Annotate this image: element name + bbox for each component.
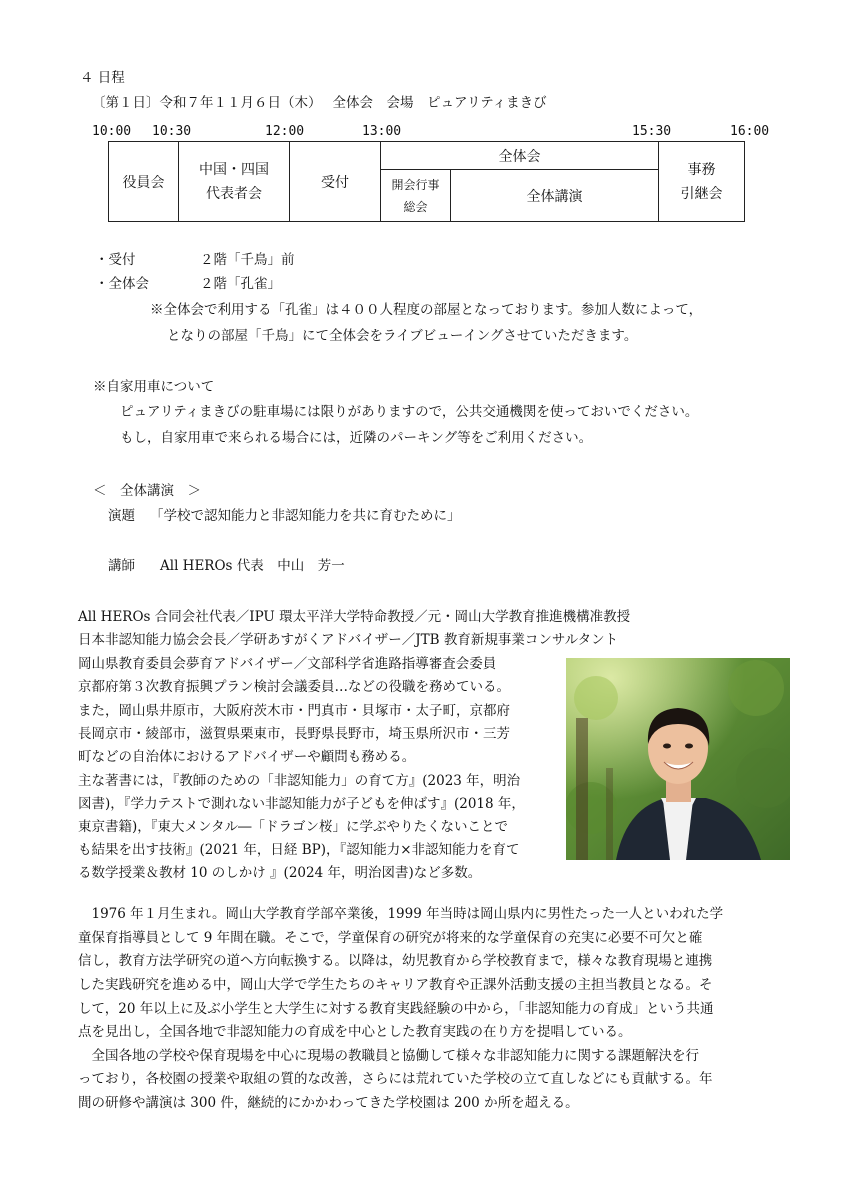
time-label: 16:00 xyxy=(730,124,770,139)
schedule-cell-board: 役員会 xyxy=(109,142,179,222)
time-label: 13:00 xyxy=(362,124,402,139)
general-value: ２階「孔雀」 xyxy=(200,276,281,292)
venue-note: となりの部屋「千鳥」にて全体会をライブビューイングさせていただきます。 xyxy=(167,328,638,344)
time-label: 15:30 xyxy=(632,124,672,139)
venue-note: ※全体会で利用する「孔雀」は４００人程度の部屋となっております。参加人数によって， xyxy=(150,302,703,318)
schedule-cell-representatives xyxy=(179,142,290,222)
speaker-label: 講師 xyxy=(108,558,135,574)
day1-line: 〔第１日〕令和７年１１月６日（木） 全体会 会場 ピュアリティまきび xyxy=(92,95,547,111)
schedule-cell-lecture: 全体講演 xyxy=(451,170,659,222)
schedule-cell-reception: 受付 xyxy=(290,142,381,222)
car-line: ピュアリティまきびの駐車場には限りがありますので，公共交通機関を使っておいでください。 xyxy=(120,404,699,420)
time-label: 10:30 xyxy=(152,124,192,139)
career-line: 1976 年１月生まれ。岡山大学教育学部卒業後，1999 年当時は岡山県内に男性たった一人といわれた学 xyxy=(78,906,724,922)
bio-line: 図書)，『学力テストで測れない非認知能力が子どもを伸ばす』(2018 年， xyxy=(78,796,525,812)
topic-label: 演題 xyxy=(108,508,135,524)
bio-line: 岡山県教育委員会夢育アドバイザー／文部科学省進路指導審査会委員 xyxy=(78,656,497,672)
schedule-cell-handover xyxy=(659,142,745,222)
speaker-name: All HEROs 代表 中山 芳一 xyxy=(160,558,345,574)
cell-line: 代表者会 xyxy=(206,185,262,202)
career-line: 全国各地の学校や保育現場を中心に現場の教職員と協働して様々な非認知能力に関する課題解決を行 xyxy=(78,1048,699,1064)
time-label: 12:00 xyxy=(265,124,305,139)
career-line: して，20 年以上に及ぶ小学生と大学生に対する教育実践経験の中から，「非認知能力の育成」という共通 xyxy=(78,1001,714,1017)
career-line: 童保育指導員として 9 年間在職。そこで，学童保育の研究が将来的な学童保育の充実に必要不可欠と確 xyxy=(78,930,703,946)
bio-line: る数学授業＆教材 10 のしかけ 』(2024 年，明治図書)など多数。 xyxy=(78,865,482,881)
lecture-heading: ＜ 全体講演 ＞ xyxy=(93,483,201,499)
schedule-table xyxy=(108,141,745,222)
lecture-topic: 「学校で認知能力と非認知能力を共に育むために」 xyxy=(150,508,461,524)
reception-label: ・受付 xyxy=(95,252,136,268)
career-line: 点を見出し，全国各地で非認知能力の育成を中心とした教育実践の在り方を提唱している。 xyxy=(78,1024,632,1040)
bio-line: 京都府第３次教育振興プラン検討会議委員…などの役職を務めている。 xyxy=(78,679,510,695)
reception-value: ２階「千鳥」前 xyxy=(200,252,295,268)
cell-line: 開会行事 xyxy=(391,177,440,192)
general-label: ・全体会 xyxy=(95,276,149,292)
bio-line: 長岡京市・綾部市，滋賀県栗東市，長野県長野市，埼玉県所沢市・三芳 xyxy=(78,726,510,742)
speaker-photo xyxy=(566,658,790,860)
cell-line: 事務 xyxy=(687,161,716,178)
schedule-cell-opening xyxy=(381,170,451,222)
career-line: っており，各校園の授業や取組の質的な改善，さらには荒れていた学校の立て直しなどにも貢献する。年 xyxy=(78,1071,713,1087)
bio-line: 東京書籍)，『東大メンタル―「ドラゴン桜」に学ぶやりたくないことで xyxy=(78,819,508,835)
car-line: もし，自家用車で来られる場合には，近隣のパーキング等をご利用ください。 xyxy=(120,430,593,446)
career-line: 信し，教育方法学研究の道へ方向転換する。以降は，幼児教育から学校教育まで，様々な教育現場と連携 xyxy=(78,953,713,969)
schedule-cell-general-header: 全体会 xyxy=(381,142,659,170)
time-label: 10:00 xyxy=(92,124,132,139)
section-title: ４ 日程 xyxy=(80,70,125,86)
bio-line: も結果を出す技術』(2021 年，日経 BP)，『認知能力×非認知能力を育て xyxy=(78,842,520,858)
car-heading: ※自家用車について xyxy=(93,379,215,395)
career-line: した実践研究を進める中，岡山大学で学生たちのキャリア教育や正課外活動支援の主担当教員となる。そ xyxy=(78,977,713,993)
bio-line: 町などの自治体におけるアドバイザーや顧問も務める。 xyxy=(78,749,416,765)
career-line: 間の研修や講演は 300 件，継続的にかかわってきた学校園は 200 か所を超える。 xyxy=(78,1095,579,1111)
bio-line: 主な著書には，『教師のための「非認知能力」の育て方』(2023 年，明治 xyxy=(78,773,521,789)
bio-line: また，岡山県井原市，大阪府茨木市・門真市・貝塚市・太子町，京都府 xyxy=(78,703,510,719)
cell-line: 中国・四国 xyxy=(199,161,269,178)
cell-line: 引継会 xyxy=(680,185,723,202)
bio-line: All HEROs 合同会社代表／IPU 環太平洋大学特命教授／元・岡山大学教育推進機構准教授 xyxy=(78,609,631,625)
bio-line: 日本非認知能力協会会長／学研あすがくアドバイザー／JTB 教育新規事業コンサルタント xyxy=(78,632,619,648)
cell-line: 総会 xyxy=(403,199,428,214)
